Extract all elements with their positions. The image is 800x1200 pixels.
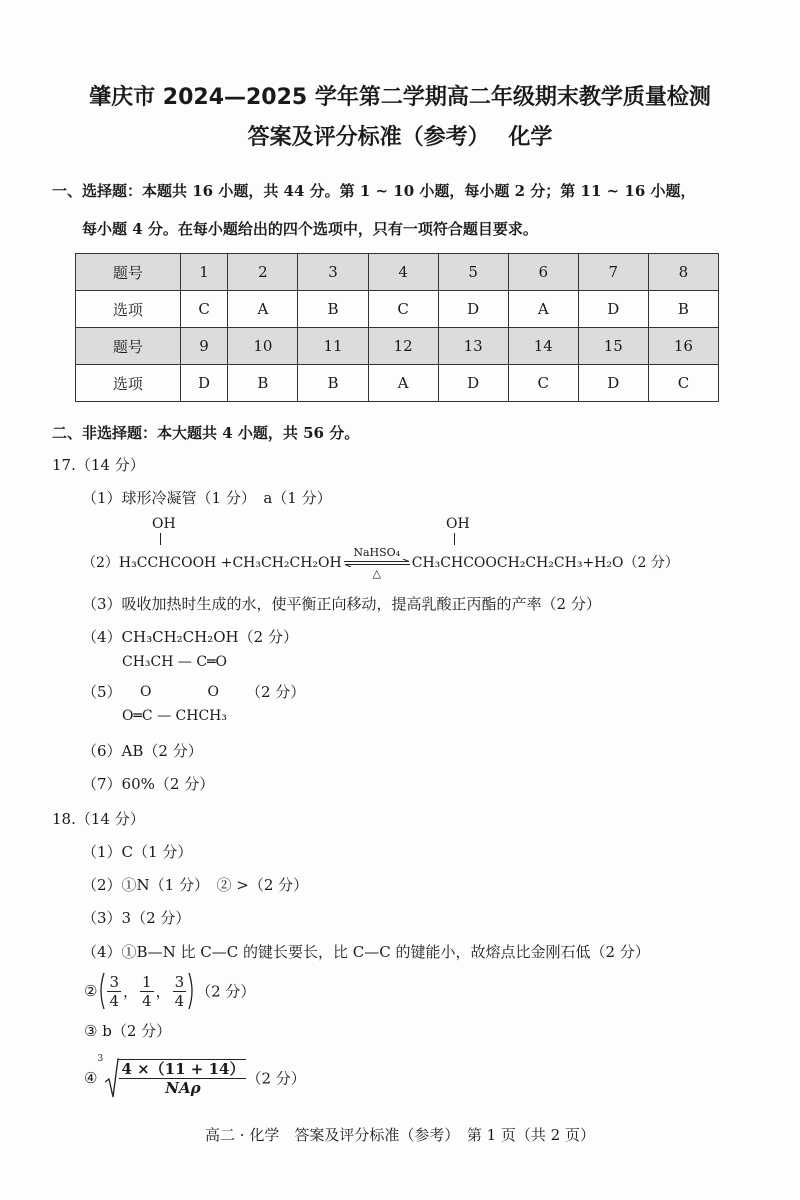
table-cell: 14 — [508, 328, 578, 365]
oh-label-reactant: OH — [152, 516, 176, 532]
reactant-1: H₃CCHCOOH — [118, 555, 217, 571]
row-header-cell: 选项 — [76, 291, 181, 328]
label: （2） — [82, 555, 119, 571]
structure-row2: O O — [140, 684, 219, 700]
q17-part2-equation — [82, 546, 679, 580]
fraction: $\frac{3}{4}$ — [109, 972, 119, 1010]
condition: △ — [372, 567, 381, 580]
q18-heading: 18.（14 分） — [52, 810, 145, 828]
table-cell: D — [578, 291, 648, 328]
table-cell: 8 — [648, 254, 718, 291]
radical-sign-icon — [105, 1058, 119, 1098]
oh-label-product: OH — [446, 516, 470, 532]
circled-4: ④ — [84, 1069, 98, 1087]
table-cell: 12 — [368, 328, 438, 365]
table-cell: 7 — [578, 254, 648, 291]
table-row — [76, 328, 719, 365]
table-row — [76, 291, 719, 328]
q17-part7: （7）60%（2 分） — [82, 775, 215, 793]
table-cell: 5 — [438, 254, 508, 291]
table-cell: 9 — [180, 328, 228, 365]
page-footer: 高二 · 化学 答案及评分标准（参考） 第 1 页（共 2 页） — [205, 1126, 595, 1144]
table-cell: B — [228, 365, 298, 402]
structure-row3: O═C — CHCH₃ — [122, 708, 227, 724]
answer-table — [75, 253, 719, 402]
fraction: $\frac{1}{4}$ — [142, 972, 152, 1010]
table-cell: 2 — [228, 254, 298, 291]
q18-part4-4 — [84, 1054, 306, 1098]
table-cell: 1 — [180, 254, 228, 291]
circled-2: ② — [84, 982, 98, 1000]
section2-heading: 二、非选择题：本大题共 4 小题，共 56 分。 — [52, 424, 360, 442]
q18-part4-1: （4）①B—N 比 C—C 的键长要长，比 C—C 的键能小，故熔点比金刚石低（2 分） — [82, 943, 650, 961]
table-cell: B — [298, 291, 368, 328]
bond-line — [454, 533, 455, 545]
row-header-cell: 题号 — [76, 254, 181, 291]
table-cell: C — [648, 365, 718, 402]
q18-part1: （1）C（1 分） — [82, 843, 193, 861]
table-row — [76, 254, 719, 291]
structure-row1: CH₃CH — C═O — [122, 654, 227, 670]
table-cell: 6 — [508, 254, 578, 291]
section1-line1: 一、选择题：本题共 16 小题，共 44 分。第 1 ~ 10 小题，每小题 2 分；第 11 ~ 16 小题， — [52, 182, 696, 200]
score: （2 分） — [196, 982, 256, 1001]
score: （2 分） — [623, 555, 679, 571]
table-cell: C — [508, 365, 578, 402]
table-cell: A — [368, 365, 438, 402]
q17-part6: （6）AB（2 分） — [82, 742, 203, 760]
q18-part4-2: ② $\frac{3}{4}$ ， $\frac{1}{4}$ ， $\frac{3}{4}$ （2 分） — [84, 972, 256, 1010]
table-cell: B — [648, 291, 718, 328]
table-cell: D — [578, 365, 648, 402]
table-cell: D — [438, 291, 508, 328]
table-cell: 15 — [578, 328, 648, 365]
q17-part1: （1）球形冷凝管（1 分） a（1 分） — [82, 489, 332, 507]
q17-part3: （3）吸收加热时生成的水，使平衡正向移动，提高乳酸正丙酯的产率（2 分） — [82, 595, 601, 613]
q17-heading: 17.（14 分） — [52, 456, 145, 474]
equilibrium-arrow-icon — [342, 559, 412, 567]
root-index: 3 — [97, 1054, 104, 1064]
table-cell: 10 — [228, 328, 298, 365]
table-cell: C — [180, 291, 228, 328]
left-paren-icon — [97, 972, 105, 1010]
q18-part4-3: ③ b（2 分） — [84, 1022, 172, 1040]
cube-root: 3 $\frac{4 \times(11 + 14)}{\text{NAρ}}$ — [97, 1054, 245, 1097]
row-header-cell: 选项 — [76, 365, 181, 402]
row-header-cell: 题号 — [76, 328, 181, 365]
q17-part5-score: （2 分） — [246, 683, 306, 701]
reactant-2: +CH₃CH₂CH₂OH — [216, 555, 342, 571]
table-cell: 13 — [438, 328, 508, 365]
table-cell: A — [228, 291, 298, 328]
table-cell: 3 — [298, 254, 368, 291]
table-row — [76, 365, 719, 402]
table-cell: 11 — [298, 328, 368, 365]
table-cell: D — [438, 365, 508, 402]
title-line-1: 肇庆市 2024—2025 学年第二学期高二年级期末教学质量检测 — [89, 85, 711, 110]
bond-line — [160, 533, 161, 545]
section1-line2: 每小题 4 分。在每小题给出的四个选项中，只有一项符合题目要求。 — [82, 220, 538, 238]
table-cell: B — [298, 365, 368, 402]
equilibrium-arrow — [342, 546, 412, 580]
catalyst: NaHSO₄ — [353, 546, 401, 559]
product: CH₃CHCOOCH₂CH₂CH₃+H₂O — [411, 555, 624, 571]
table-cell: 4 — [368, 254, 438, 291]
q17-part4: （4）CH₃CH₂CH₂OH（2 分） — [82, 628, 298, 646]
table-cell: D — [180, 365, 228, 402]
title-line-2: 答案及评分标准（参考） 化学 — [247, 125, 553, 150]
table-cell: A — [508, 291, 578, 328]
q18-part2: （2）①N（1 分） ② >（2 分） — [82, 876, 309, 894]
q17-part5-label: （5） — [82, 683, 122, 701]
table-cell: C — [368, 291, 438, 328]
table-cell: 16 — [648, 328, 718, 365]
score: （2 分） — [246, 1069, 306, 1088]
right-paren-icon — [188, 972, 196, 1010]
q18-part3: （3）3（2 分） — [82, 909, 191, 927]
fraction: $\frac{3}{4}$ — [174, 972, 185, 1010]
